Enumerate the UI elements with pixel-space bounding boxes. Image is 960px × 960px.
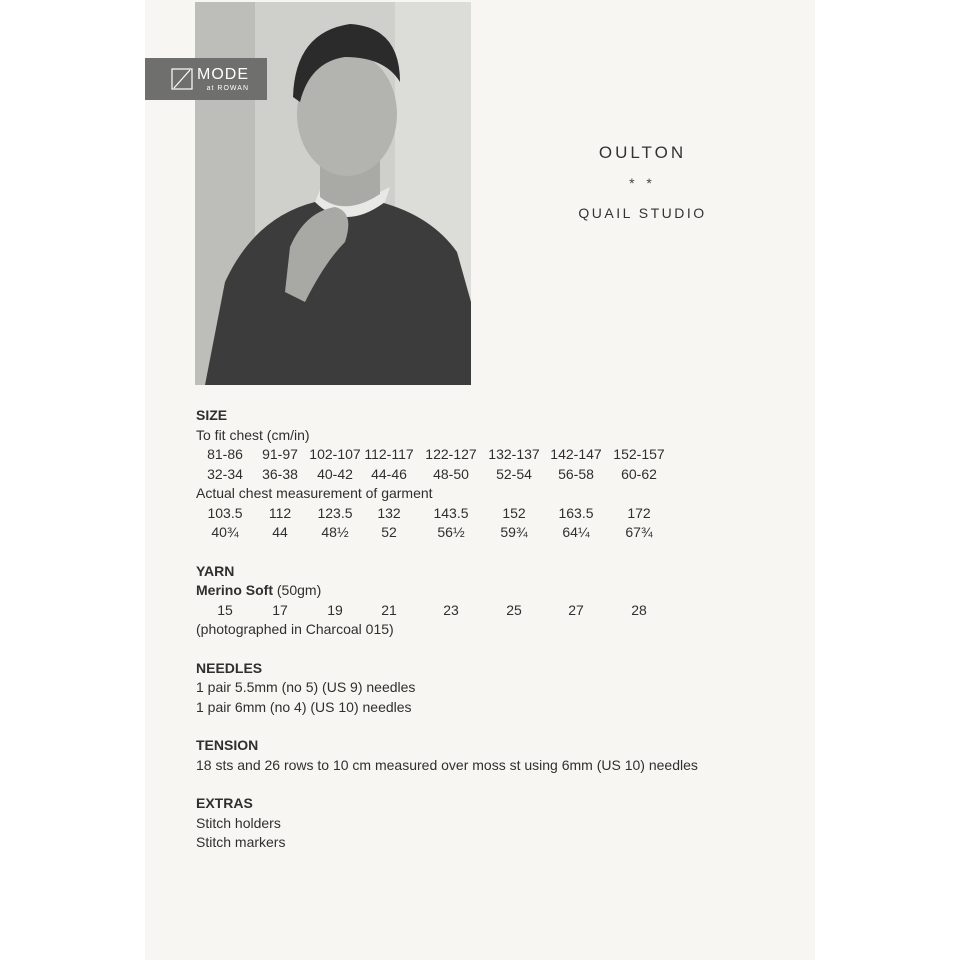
yarn-heading: YARN bbox=[196, 562, 235, 579]
actual-in-cell: 59¾ bbox=[500, 524, 528, 540]
actual-cm-cell: 163.5 bbox=[558, 504, 594, 521]
fit-cm-cell: 102-107 bbox=[309, 446, 361, 462]
actual-in-cell: 44 bbox=[272, 524, 288, 540]
extras-line: Stitch holders bbox=[196, 814, 281, 831]
yarn-quantity-cell: 27 bbox=[568, 601, 584, 618]
actual-in-cell: 56½ bbox=[437, 524, 465, 540]
fit-cm-cell: 122-127 bbox=[425, 446, 477, 462]
logo-sub-text: at ROWAN bbox=[206, 84, 249, 92]
actual-in-cell: 67¾ bbox=[625, 524, 653, 540]
needles-line: 1 pair 5.5mm (no 5) (US 9) needles bbox=[196, 679, 416, 695]
needles-section bbox=[196, 659, 736, 718]
size-section bbox=[196, 406, 736, 543]
extras-heading: EXTRAS bbox=[196, 795, 253, 811]
fit-cm-cell: 152-157 bbox=[613, 446, 665, 462]
designer-name: QUAIL STUDIO bbox=[578, 205, 707, 221]
actual-in-row bbox=[196, 523, 736, 543]
title-block bbox=[560, 143, 725, 221]
actual-cm-cell: 132 bbox=[377, 504, 401, 521]
actual-in-cell: 40¾ bbox=[211, 524, 239, 540]
fit-cm-cell: 112-117 bbox=[364, 446, 414, 462]
yarn-name: Merino Soft bbox=[196, 582, 273, 598]
actual-cm-cell: 123.5 bbox=[317, 504, 353, 521]
fit-cm-cell: 132-137 bbox=[488, 446, 540, 462]
yarn-weight: (50gm) bbox=[273, 582, 322, 598]
tension-heading: TENSION bbox=[196, 737, 259, 753]
yarn-quantity-cell: 25 bbox=[506, 601, 522, 618]
size-heading: SIZE bbox=[196, 407, 228, 423]
fit-cm-cell: 81-86 bbox=[207, 446, 243, 462]
difficulty-rating: * * bbox=[629, 175, 656, 191]
actual-chest-label: Actual chest measurement of garment bbox=[196, 485, 433, 501]
pattern-title: OULTON bbox=[598, 143, 687, 162]
yarn-quantity-cell: 21 bbox=[381, 601, 397, 618]
yarn-section bbox=[196, 562, 736, 640]
fit-in-cell: 60-62 bbox=[621, 465, 657, 482]
fit-in-cell: 52-54 bbox=[496, 465, 532, 482]
extras-line: Stitch markers bbox=[196, 834, 286, 850]
actual-in-cell: 52 bbox=[381, 524, 397, 540]
yarn-quantity-cell: 19 bbox=[327, 601, 343, 618]
actual-cm-cell: 172 bbox=[627, 504, 651, 521]
fit-label: To fit chest (cm/in) bbox=[196, 426, 310, 443]
yarn-note: (photographed in Charcoal 015) bbox=[196, 621, 394, 637]
tension-section bbox=[196, 736, 736, 775]
fit-in-cell: 32-34 bbox=[207, 465, 243, 482]
yarn-quantity-cell: 23 bbox=[443, 601, 459, 618]
fit-in-cell: 36-38 bbox=[262, 465, 298, 482]
yarn-quantity-cell: 28 bbox=[631, 601, 647, 618]
yarn-quantity-cell: 15 bbox=[217, 601, 233, 618]
fit-in-cell: 40-42 bbox=[317, 465, 353, 482]
actual-in-cell: 64¼ bbox=[562, 524, 590, 540]
actual-cm-cell: 103.5 bbox=[207, 504, 243, 521]
yarn-name-line bbox=[196, 581, 736, 601]
actual-cm-cell: 143.5 bbox=[433, 504, 469, 521]
fit-in-cell: 44-46 bbox=[371, 465, 407, 482]
logo-main-text: MODE bbox=[197, 65, 249, 83]
fit-in-cell: 48-50 bbox=[433, 465, 469, 482]
actual-cm-cell: 112 bbox=[268, 504, 292, 521]
tension-text: 18 sts and 26 rows to 10 cm measured over moss st using 6mm (US 10) needles bbox=[196, 756, 698, 773]
needles-heading: NEEDLES bbox=[196, 659, 263, 676]
fit-cm-cell: 91-97 bbox=[262, 446, 298, 462]
yarn-quantity-row bbox=[196, 601, 736, 621]
logo-mark-icon bbox=[171, 68, 193, 90]
fit-in-cell: 56-58 bbox=[558, 465, 594, 482]
actual-in-cell: 48½ bbox=[321, 524, 349, 540]
mode-at-rowan-logo bbox=[145, 58, 267, 100]
fit-in-row bbox=[196, 465, 736, 485]
yarn-quantity-cell: 17 bbox=[272, 601, 288, 618]
fit-cm-cell: 142-147 bbox=[550, 446, 602, 462]
actual-cm-cell: 152 bbox=[502, 504, 526, 521]
actual-cm-row bbox=[196, 504, 736, 524]
pattern-specifications bbox=[196, 406, 736, 872]
needles-line: 1 pair 6mm (no 4) (US 10) needles bbox=[196, 698, 412, 715]
fit-cm-row bbox=[196, 445, 736, 465]
extras-section bbox=[196, 794, 736, 853]
